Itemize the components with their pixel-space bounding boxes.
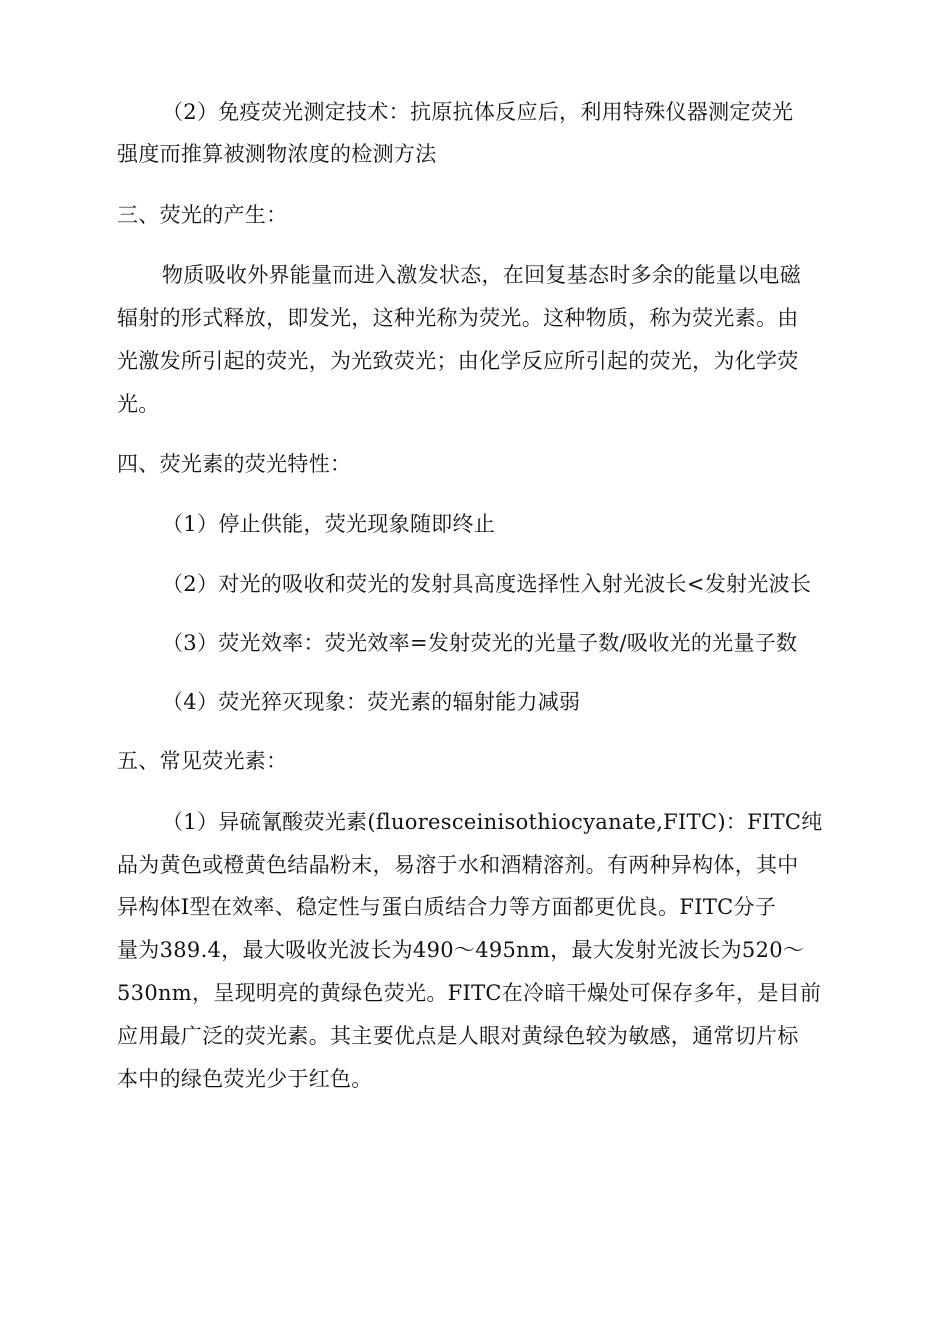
list-item: （3）荧光效率：荧光效率=发射荧光的光量子数/吸收光的光量子数	[162, 631, 798, 655]
section-heading: 四、荧光素的荧光特性：	[117, 452, 352, 476]
paragraph-line: 本中的绿色荧光少于红色。	[117, 1067, 373, 1091]
section-heading: 五、常见荧光素：	[117, 749, 288, 773]
list-item: （2）对光的吸收和荧光的发射具高度选择性入射光波长<发射光波长	[162, 572, 812, 596]
paragraph-line: 应用最广泛的荧光素。其主要优点是人眼对黄绿色较为敏感，通常切片标	[117, 1024, 799, 1048]
paragraph-line: 量为389.4，最大吸收光波长为490～495nm，最大发射光波长为520～	[117, 938, 805, 962]
paragraph-line: 辐射的形式释放，即发光，这种光称为荧光。这种物质，称为荧光素。由	[117, 306, 799, 330]
section-heading: 三、荧光的产生：	[117, 203, 288, 227]
list-item: （1）停止供能，荧光现象随即终止	[162, 512, 496, 536]
paragraph-line: 光激发所引起的荧光，为光致荧光；由化学反应所引起的荧光，为化学荧	[117, 349, 799, 373]
paragraph-line: 异构体Ⅰ型在效率、稳定性与蛋白质结合力等方面都更优良。FITC分子	[117, 895, 777, 919]
paragraph-line: 光。	[117, 392, 160, 416]
paragraph-line: 530nm，呈现明亮的黄绿色荧光。FITC在冷暗干燥处可保存多年，是目前	[117, 981, 822, 1005]
paragraph-line: （2）免疫荧光测定技术：抗原抗体反应后，利用特殊仪器测定荧光	[162, 100, 794, 124]
paragraph-line: 品为黄色或橙黄色结晶粉末，易溶于水和酒精溶剂。有两种异构体，其中	[117, 853, 799, 877]
paragraph-line: 强度而推算被测物浓度的检测方法	[117, 142, 437, 166]
list-item: （4）荧光猝灭现象：荧光素的辐射能力减弱	[162, 690, 581, 714]
paragraph-line: （1）异硫氰酸荧光素(fluoresceinisothiocyanate,FITC)：FITC纯	[162, 810, 823, 834]
paragraph-line: 物质吸收外界能量而进入激发状态，在回复基态时多余的能量以电磁	[162, 263, 801, 287]
